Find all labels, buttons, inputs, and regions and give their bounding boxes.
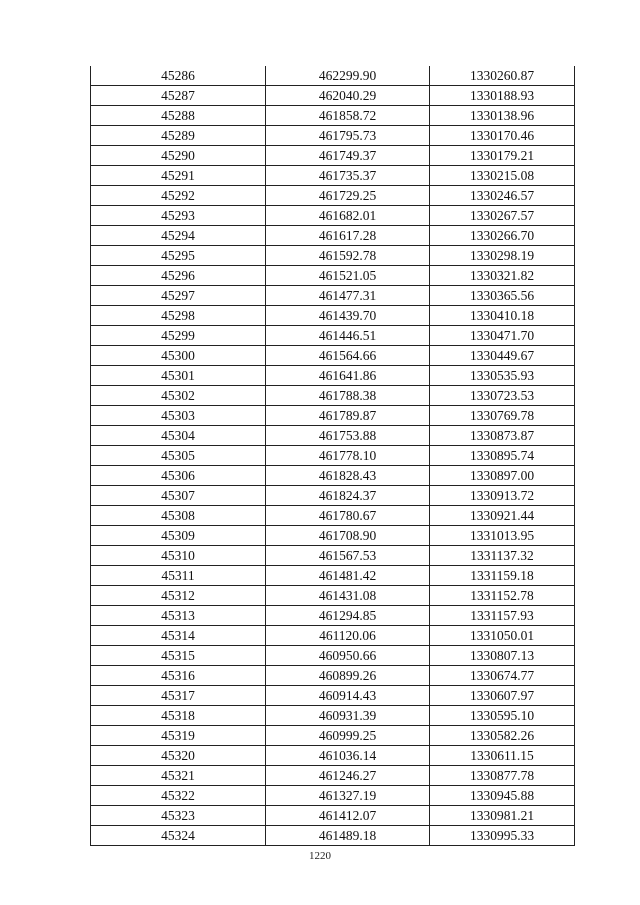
- table-row: [91, 466, 575, 486]
- point-id-cell: 45320: [91, 746, 266, 766]
- point-id-cell: 45289: [91, 126, 266, 146]
- table-row: [91, 606, 575, 626]
- point-id-cell: 45311: [91, 566, 266, 586]
- y-coordinate-cell: 1330260.87: [430, 66, 575, 86]
- y-coordinate-cell: 1330188.93: [430, 86, 575, 106]
- table-row: [91, 386, 575, 406]
- y-coordinate-cell: 1330877.78: [430, 766, 575, 786]
- page-number: 1220: [309, 850, 331, 862]
- x-coordinate-cell: 461682.01: [266, 206, 430, 226]
- table-row: [91, 706, 575, 726]
- y-coordinate-cell: 1330807.13: [430, 646, 575, 666]
- table-row: [91, 246, 575, 266]
- table-row: [91, 626, 575, 646]
- y-coordinate-cell: 1330769.78: [430, 406, 575, 426]
- table-row: [91, 66, 575, 86]
- x-coordinate-cell: 461617.28: [266, 226, 430, 246]
- x-coordinate-cell: 461036.14: [266, 746, 430, 766]
- point-id-cell: 45322: [91, 786, 266, 806]
- point-id-cell: 45296: [91, 266, 266, 286]
- x-coordinate-cell: 461824.37: [266, 486, 430, 506]
- table-row: [91, 446, 575, 466]
- y-coordinate-cell: 1330266.70: [430, 226, 575, 246]
- point-id-cell: 45316: [91, 666, 266, 686]
- x-coordinate-cell: 461489.18: [266, 826, 430, 846]
- table-row: [91, 666, 575, 686]
- x-coordinate-cell: 461789.87: [266, 406, 430, 426]
- table-row: [91, 426, 575, 446]
- table-row: [91, 546, 575, 566]
- x-coordinate-cell: 461481.42: [266, 566, 430, 586]
- x-coordinate-cell: 461120.06: [266, 626, 430, 646]
- x-coordinate-cell: 461795.73: [266, 126, 430, 146]
- table-row: [91, 366, 575, 386]
- y-coordinate-cell: 1330449.67: [430, 346, 575, 366]
- table-row: [91, 726, 575, 746]
- y-coordinate-cell: 1330215.08: [430, 166, 575, 186]
- x-coordinate-cell: 461753.88: [266, 426, 430, 446]
- point-id-cell: 45306: [91, 466, 266, 486]
- x-coordinate-cell: 461749.37: [266, 146, 430, 166]
- table-row: [91, 766, 575, 786]
- x-coordinate-cell: 461446.51: [266, 326, 430, 346]
- table-row: [91, 586, 575, 606]
- point-id-cell: 45324: [91, 826, 266, 846]
- point-id-cell: 45298: [91, 306, 266, 326]
- x-coordinate-cell: 462299.90: [266, 66, 430, 86]
- y-coordinate-cell: 1330138.96: [430, 106, 575, 126]
- point-id-cell: 45323: [91, 806, 266, 826]
- y-coordinate-cell: 1330674.77: [430, 666, 575, 686]
- point-id-cell: 45307: [91, 486, 266, 506]
- x-coordinate-cell: 461567.53: [266, 546, 430, 566]
- point-id-cell: 45308: [91, 506, 266, 526]
- x-coordinate-cell: 461708.90: [266, 526, 430, 546]
- y-coordinate-cell: 1331050.01: [430, 626, 575, 646]
- point-id-cell: 45315: [91, 646, 266, 666]
- y-coordinate-cell: 1330365.56: [430, 286, 575, 306]
- y-coordinate-cell: 1330170.46: [430, 126, 575, 146]
- table-row: [91, 206, 575, 226]
- x-coordinate-cell: 460999.25: [266, 726, 430, 746]
- x-coordinate-cell: 461592.78: [266, 246, 430, 266]
- x-coordinate-cell: 461431.08: [266, 586, 430, 606]
- y-coordinate-cell: 1330895.74: [430, 446, 575, 466]
- x-coordinate-cell: 461439.70: [266, 306, 430, 326]
- y-coordinate-cell: 1330298.19: [430, 246, 575, 266]
- point-id-cell: 45299: [91, 326, 266, 346]
- table-row: [91, 286, 575, 306]
- y-coordinate-cell: 1330595.10: [430, 706, 575, 726]
- table-row: [91, 806, 575, 826]
- y-coordinate-cell: 1330873.87: [430, 426, 575, 446]
- y-coordinate-cell: 1330246.57: [430, 186, 575, 206]
- y-coordinate-cell: 1330945.88: [430, 786, 575, 806]
- y-coordinate-cell: 1330607.97: [430, 686, 575, 706]
- point-id-cell: 45288: [91, 106, 266, 126]
- point-id-cell: 45314: [91, 626, 266, 646]
- x-coordinate-cell: 461412.07: [266, 806, 430, 826]
- point-id-cell: 45290: [91, 146, 266, 166]
- y-coordinate-cell: 1330410.18: [430, 306, 575, 326]
- table-row: [91, 266, 575, 286]
- x-coordinate-cell: 462040.29: [266, 86, 430, 106]
- x-coordinate-cell: 461477.31: [266, 286, 430, 306]
- point-id-cell: 45312: [91, 586, 266, 606]
- coordinate-table-body: [91, 66, 575, 846]
- y-coordinate-cell: 1330981.21: [430, 806, 575, 826]
- y-coordinate-cell: 1330913.72: [430, 486, 575, 506]
- point-id-cell: 45304: [91, 426, 266, 446]
- point-id-cell: 45300: [91, 346, 266, 366]
- point-id-cell: 45318: [91, 706, 266, 726]
- table-row: [91, 486, 575, 506]
- table-row: [91, 86, 575, 106]
- point-id-cell: 45313: [91, 606, 266, 626]
- y-coordinate-cell: 1330179.21: [430, 146, 575, 166]
- y-coordinate-cell: 1330723.53: [430, 386, 575, 406]
- point-id-cell: 45310: [91, 546, 266, 566]
- y-coordinate-cell: 1331013.95: [430, 526, 575, 546]
- point-id-cell: 45291: [91, 166, 266, 186]
- point-id-cell: 45305: [91, 446, 266, 466]
- x-coordinate-cell: 461641.86: [266, 366, 430, 386]
- table-row: [91, 126, 575, 146]
- table-row: [91, 346, 575, 366]
- point-id-cell: 45295: [91, 246, 266, 266]
- x-coordinate-cell: 461780.67: [266, 506, 430, 526]
- y-coordinate-cell: 1330995.33: [430, 826, 575, 846]
- y-coordinate-cell: 1330267.57: [430, 206, 575, 226]
- table-row: [91, 106, 575, 126]
- table-row: [91, 646, 575, 666]
- table-row: [91, 146, 575, 166]
- table-row: [91, 166, 575, 186]
- point-id-cell: 45301: [91, 366, 266, 386]
- x-coordinate-cell: 461729.25: [266, 186, 430, 206]
- x-coordinate-cell: 461521.05: [266, 266, 430, 286]
- table-row: [91, 526, 575, 546]
- point-id-cell: 45317: [91, 686, 266, 706]
- table-row: [91, 406, 575, 426]
- table-row: [91, 566, 575, 586]
- y-coordinate-cell: 1331137.32: [430, 546, 575, 566]
- point-id-cell: 45319: [91, 726, 266, 746]
- table-row: [91, 746, 575, 766]
- table-row: [91, 506, 575, 526]
- x-coordinate-cell: 460950.66: [266, 646, 430, 666]
- point-id-cell: 45297: [91, 286, 266, 306]
- x-coordinate-cell: 460914.43: [266, 686, 430, 706]
- table-row: [91, 786, 575, 806]
- point-id-cell: 45287: [91, 86, 266, 106]
- x-coordinate-cell: 461564.66: [266, 346, 430, 366]
- point-id-cell: 45302: [91, 386, 266, 406]
- point-id-cell: 45286: [91, 66, 266, 86]
- x-coordinate-cell: 461294.85: [266, 606, 430, 626]
- table-row: [91, 686, 575, 706]
- y-coordinate-cell: 1330535.93: [430, 366, 575, 386]
- table-row: [91, 186, 575, 206]
- table-row: [91, 226, 575, 246]
- y-coordinate-cell: 1331152.78: [430, 586, 575, 606]
- x-coordinate-cell: 461828.43: [266, 466, 430, 486]
- y-coordinate-cell: 1330321.82: [430, 266, 575, 286]
- x-coordinate-cell: 461246.27: [266, 766, 430, 786]
- table-row: [91, 326, 575, 346]
- y-coordinate-cell: 1330611.15: [430, 746, 575, 766]
- x-coordinate-cell: 460931.39: [266, 706, 430, 726]
- x-coordinate-cell: 461735.37: [266, 166, 430, 186]
- y-coordinate-cell: 1330582.26: [430, 726, 575, 746]
- coordinate-table: [90, 66, 575, 846]
- y-coordinate-cell: 1330921.44: [430, 506, 575, 526]
- point-id-cell: 45309: [91, 526, 266, 546]
- x-coordinate-cell: 461778.10: [266, 446, 430, 466]
- point-id-cell: 45294: [91, 226, 266, 246]
- x-coordinate-cell: 460899.26: [266, 666, 430, 686]
- x-coordinate-cell: 461327.19: [266, 786, 430, 806]
- table-row: [91, 306, 575, 326]
- point-id-cell: 45293: [91, 206, 266, 226]
- table-row: [91, 826, 575, 846]
- x-coordinate-cell: 461858.72: [266, 106, 430, 126]
- y-coordinate-cell: 1330471.70: [430, 326, 575, 346]
- y-coordinate-cell: 1330897.00: [430, 466, 575, 486]
- x-coordinate-cell: 461788.38: [266, 386, 430, 406]
- y-coordinate-cell: 1331157.93: [430, 606, 575, 626]
- point-id-cell: 45321: [91, 766, 266, 786]
- point-id-cell: 45292: [91, 186, 266, 206]
- y-coordinate-cell: 1331159.18: [430, 566, 575, 586]
- point-id-cell: 45303: [91, 406, 266, 426]
